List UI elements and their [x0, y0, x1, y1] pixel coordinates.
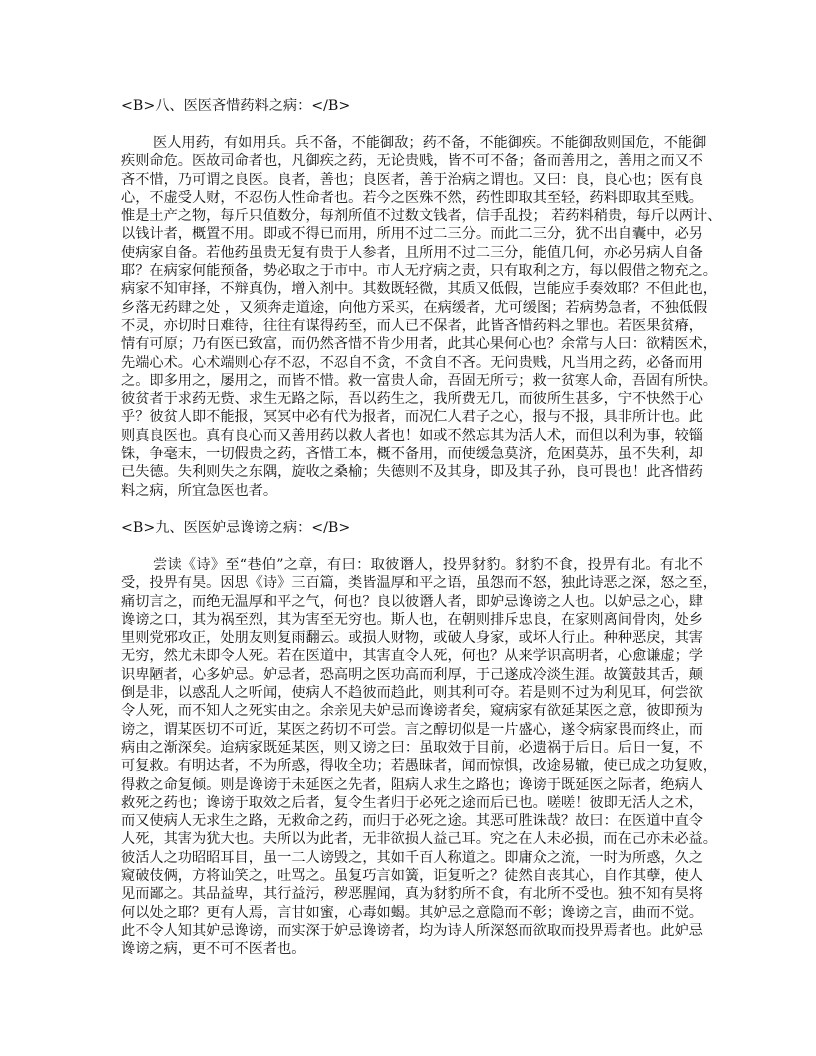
text-line: 彼贫者于求药无赀、求生无路之际，吾以药生之，我所费无几，而彼所生甚多，宁不快然于心	[121, 391, 703, 408]
text-line: 见而鄙之。其品益卑，其行益污，秽恶腥闻，真为豺豹所不食，有北所不受也。独不知有昊将	[121, 886, 703, 903]
text-line: 乎？彼贫人即不能报，冥冥中必有代为报者，而况仁人君子之心，报与不报，具非所计也。此	[121, 409, 703, 426]
text-line: 痛切言之，而绝无温厚和平之气，何也？良以彼谮人者，即妒忌谗谤之人也。以妒忌之心，肆	[121, 593, 703, 610]
text-line: 尝读《诗》至“巷伯”之章，有曰：取彼谮人，投畀豺豹。豺豹不食，投畀有北。有北不	[153, 557, 703, 573]
text-line: 里则党邪攻正，处朋友则复雨翻云。或损人财物，或破人身家，或坏人行止。种种恶戾，其害	[121, 630, 703, 647]
text-line: 耶？在病家何能预备，势必取之于市中。市人无疗病之责，只有取利之方，每以假借之物充之。	[121, 263, 717, 280]
text-line: 以钱计者，概置不用。即或不得已而用，所用不过二三分。而此二三分，犹不出自囊中，必另	[121, 226, 703, 243]
text-line: 情有可原；乃有医已致富，而仍然吝惜不肯少用者，此其心果何心也？余常与人曰：欲精医术，	[121, 336, 717, 353]
section-heading-8: <B>八、医医吝惜药料之病：</B>	[121, 98, 351, 114]
text-line: 受，投畀有昊。因思《诗》三百篇，类皆温厚和平之语，虽怨而不怒，独此诗恶之深，怒之至，	[121, 575, 717, 592]
text-line: 令人死，而不知人之死实由之。余亲见夫妒忌而谗谤者矣，窥病家有欲延某医之意，彼即预为	[121, 703, 703, 720]
text-line: 不灵，亦切时日难待，往往有谋得药至，而人已不保者，此皆吝惜药料之罪也。若医果贫瘠，	[121, 317, 703, 334]
text-line: 料之病，所宜急医也者。	[121, 482, 278, 499]
text-line: 无穷，然尤未即令人死。若在医道中，其害直令人死，何也？从来学识高明者，心愈谦虚；学	[121, 648, 703, 665]
text-line: 得救之命复倾。则是谗谤于未延医之先者，阻病人求生之路也；谗谤于既延医之际者，绝病人	[121, 776, 703, 793]
text-line: 识卑陋者，心多妒忌。妒忌者，恐高明之医功高而利厚，于己遂成冷淡生涯。故簧鼓其舌，颠	[121, 666, 703, 683]
text-line: 吝不惜，乃可谓之良医。良者，善也；良医者，善于治病之谓也。又曰：良，良心也；医有良	[121, 171, 703, 188]
section-heading-9: <B>九、医医妒忌谗谤之病：</B>	[121, 520, 351, 536]
text-line: 已失德。失利则失之东隅，旋收之桑榆；失德则不及其身，即及其子孙，良可畏也！此吝惜药	[121, 464, 703, 481]
text-line: 救死之药也；谗谤于取效之后者，复令生者归于必死之途而后已也。嗟嗟！彼即无活人之术，	[121, 794, 703, 811]
text-line: 可复救。有明达者，不为所惑，得收全功；若愚昧者，闻而惊惧，改途易辙，使已成之功复败，	[121, 758, 717, 775]
section-paragraph-9	[121, 556, 717, 959]
text-line: 疾则命危。医故司命者也，凡御疾之药，无论贵贱，皆不可不备；备而善用之，善用之而又不	[121, 153, 703, 170]
text-line: 谤之，谓某医切不可近，某医之药切不可尝。言之醇切似是一片盛心，遂令病家畏而终止，而	[121, 721, 703, 738]
text-line: 医人用药，有如用兵。兵不备，不能御敌；药不备，不能御疾。不能御敌则国危，不能御	[153, 135, 707, 151]
text-line: 而又使病人无求生之路，无救命之药，而归于必死之途。其恶可胜诛哉？故曰：在医道中直令	[121, 813, 703, 830]
text-line: 谗谤之口，其为祸至烈，其为害至无穷也。斯人也，在朝则排斥忠良，在家则离间骨肉，处乡	[121, 611, 703, 628]
text-line: 窥破伎俩，方将讪笑之，吐骂之。虽复巧言如簧，讵复听之？徒然自丧其心，自作其孽，使人	[121, 868, 703, 885]
text-line: 病由之渐深矣。迨病家既延某医，则又谤之曰：虽取效于目前，必遗祸于后日。后日一复，不	[121, 739, 703, 756]
text-line: 何以处之耶？更有人焉，言甘如蜜，心毒如蝎。其妒忌之意隐而不彰；谗谤之言，曲而不觉。	[121, 904, 703, 921]
text-line: 此不令人知其妒忌谗谤，而实深于妒忌谗谤者，均为诗人所深怒而欲取而投畀焉者也。此妒忌	[121, 922, 703, 939]
text-line: 之。即多用之，屡用之，而皆不惜。救一富贵人命，吾固无所亏；救一贫寒人命，吾固有所快。	[121, 372, 717, 389]
text-line: 病家不知审择，不辩真伪，增入剂中。其数既轻微，其质又低假，岂能应手奏效耶？不但此也，	[121, 281, 717, 298]
text-line: 乡落无药肆之处 ，又须奔走道途，向他方采买，在病缓者，尤可缓图；若病势急者，不独低假	[121, 299, 708, 316]
text-line: 则真良医也。真有良心而又善用药以救人者也！如或不然忘其为活人术，而但以利为事，较锱	[121, 427, 703, 444]
text-line: 心，不虚受人财，不忍伤人性命者也。若今之医殊不然，药性即取其至轻，药料即取其至贱。	[121, 189, 703, 206]
text-line: 谗谤之病，更不可不医者也。	[121, 941, 306, 958]
text-line: 先端心术。心术端则心存不忍，不忍自不贪，不贪自不吝。无问贵贱，凡当用之药，必备而用	[121, 354, 703, 371]
text-line: 倒是非，以惑乱人之听闻，使病人不趋彼而趋此，则其利可夺。若是则不过为利见耳，何尝欲	[121, 685, 703, 702]
text-line: 惟是土产之物，每斤只值数分，每剂所值不过数文钱者，信手乱投； 若药料稍贵，每斤以两计、	[121, 208, 722, 225]
text-line: 彼活人之功昭昭耳目，虽一二人谤毁之，其如千百人称道之。即庸众之流，一时为所惑，久之	[121, 849, 703, 866]
section-paragraph-8	[121, 134, 722, 500]
text-line: 使病家自备。若他药虽贵无复有贵于人参者，且所用不过二三分，能值几何，亦必另病人自备	[121, 244, 703, 261]
text-line: 铢，争毫末，一切假贵之药，吝惜工本，概不备用，而使缓急莫济，危困莫苏，虽不失利，却	[121, 446, 703, 463]
text-line: 人死，其害为犹大也。夫所以为此者，无非欲损人益己耳。究之在人未必损，而在己亦未必益。	[121, 831, 717, 848]
